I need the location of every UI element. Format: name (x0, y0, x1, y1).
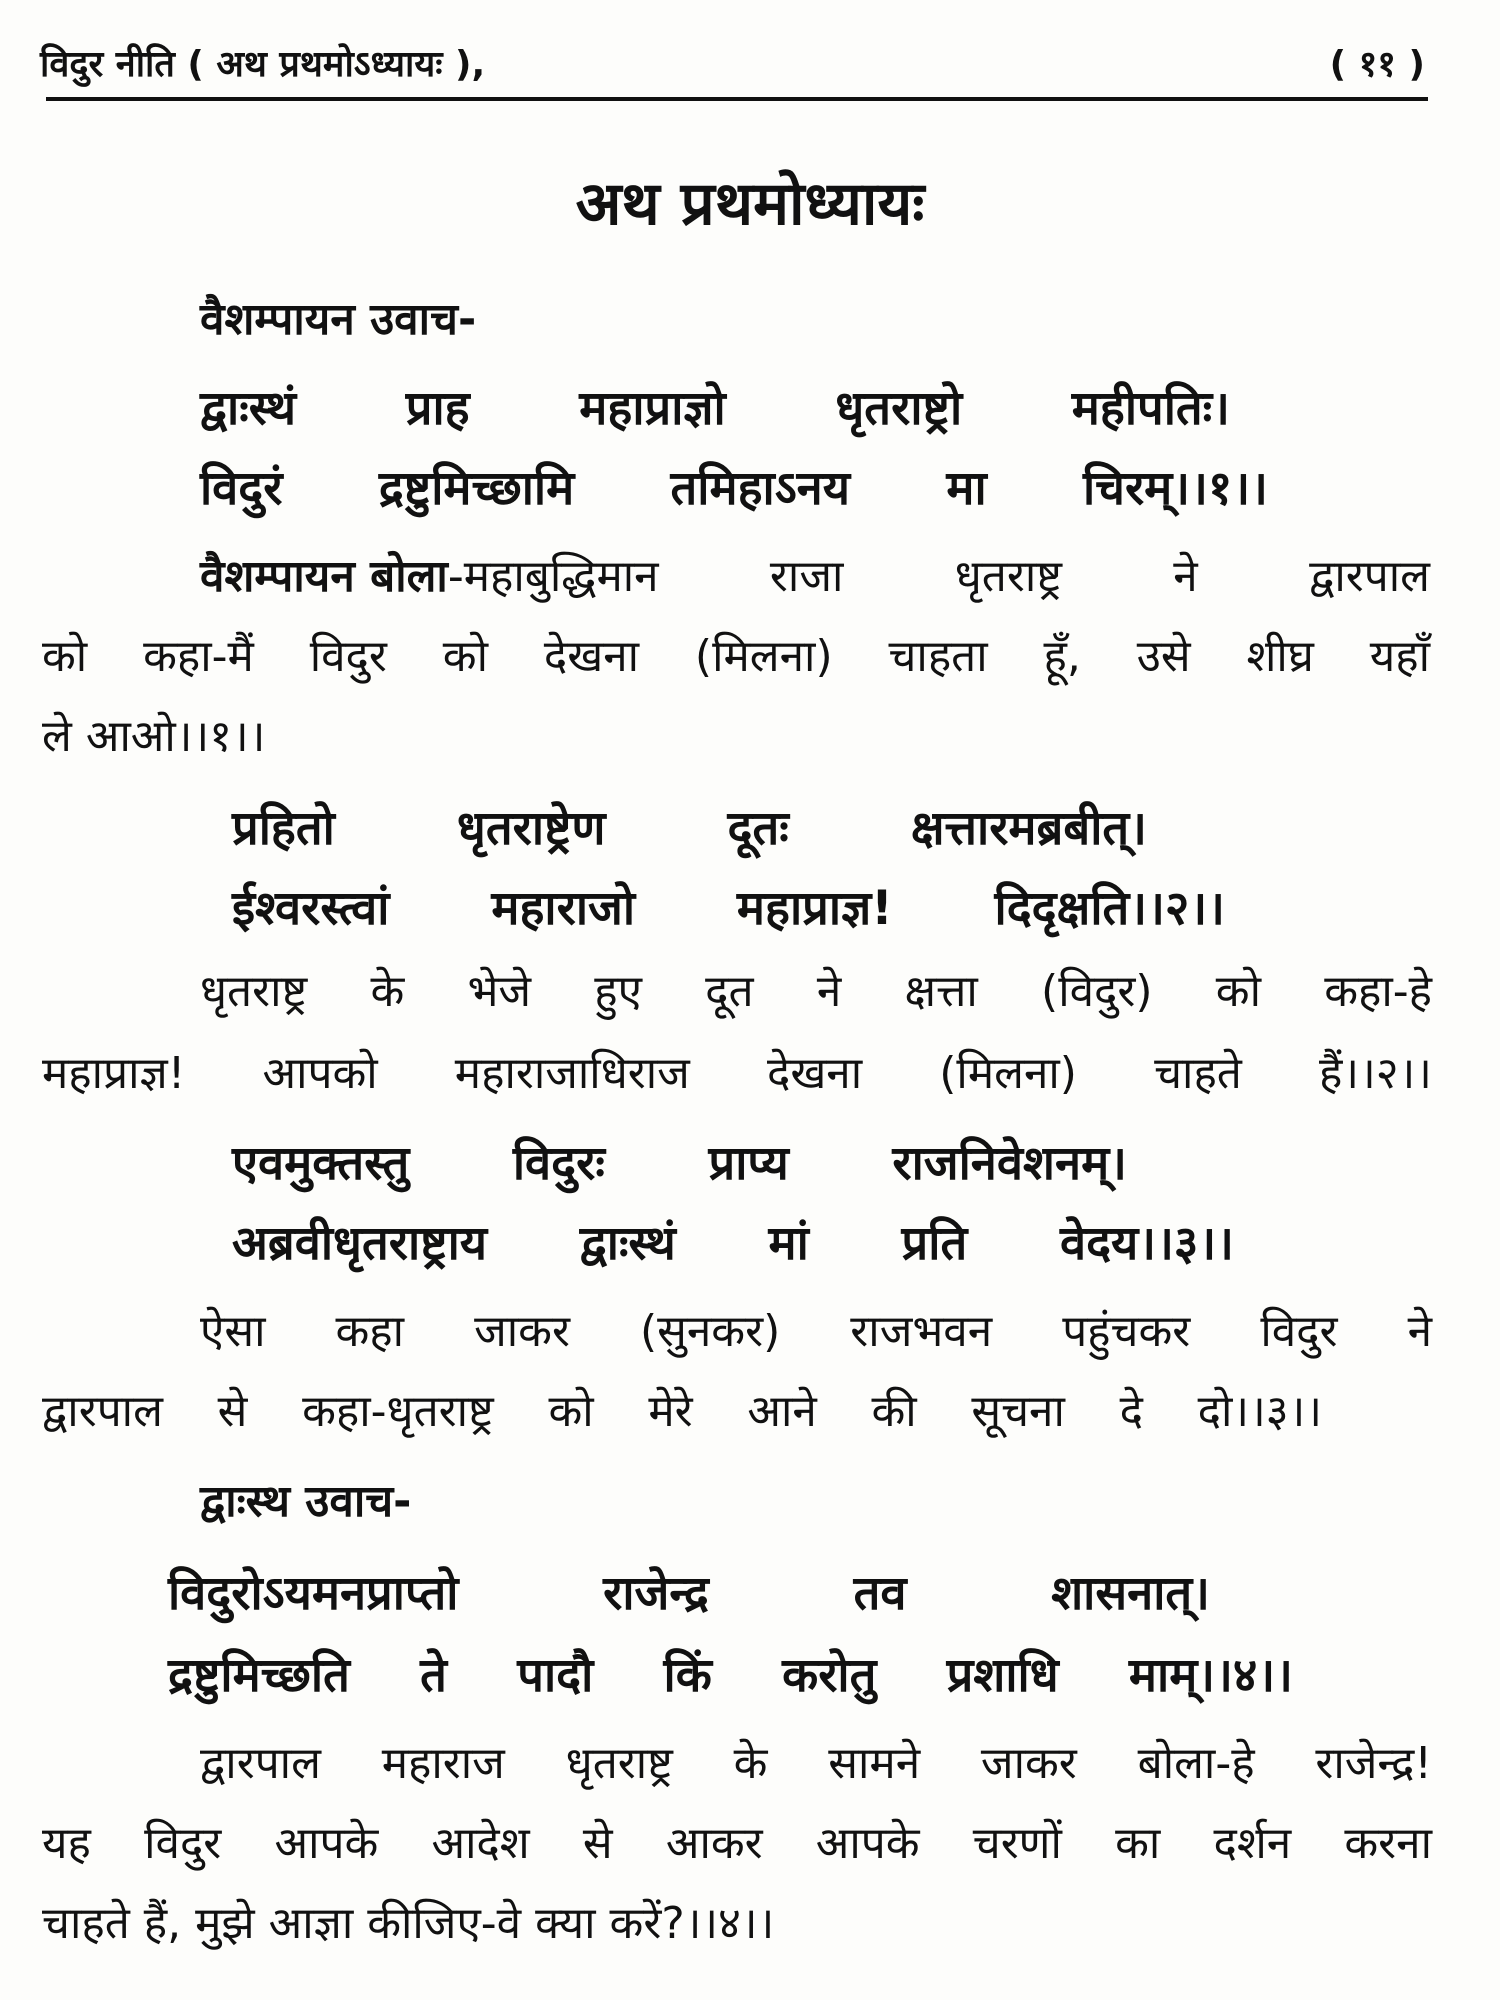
verse-line (168, 1566, 1210, 1621)
chapter-title: अथ प्रथमोध्यायः (575, 169, 925, 239)
prose-line: द्वारपाल महाराज धृतराष्ट्र के सामने जाकर बोला-हे राजेन्द्र! (200, 1738, 1432, 1789)
prose-line: को कहा-मैं विदुर को देखना (मिलना) चाहता हूँ, उसे शीघ्र यहाँ (42, 631, 1430, 682)
verse-word: विदुरोऽयमनप्राप्तो (168, 1566, 459, 1621)
verse-line: द्रष्टुमिच्छति ते पादौ किं करोतु प्रशाधि माम्।।४।। (168, 1648, 1293, 1703)
running-title: विदुर नीति ( अथ प्रथमोऽध्यायः ), (40, 44, 486, 85)
running-header (40, 38, 1425, 98)
prose-line: चाहते हैं, मुझे आज्ञा कीजिए-वे क्या करें?।।४।। (42, 1898, 775, 1949)
prose-lead-bold: वैशम्पायन बोला (200, 551, 448, 602)
verse-word: तव (853, 1566, 907, 1621)
verse-line: प्रहितो धृतराष्ट्रेण दूतः क्षत्तारमब्रबीत्। (232, 801, 1147, 856)
speaker-heading: वैशम्पायन उवाच- (200, 294, 477, 345)
prose-line: ले आओ।।१।। (42, 711, 266, 762)
verse-line: ईश्वरस्त्वां महाराजो महाप्राज्ञ! दिदृक्षति।।२।। (232, 881, 1225, 936)
verse-line: अब्रवीधृतराष्ट्राय द्वाःस्थं मां प्रति वेदय।।३।। (232, 1216, 1234, 1271)
prose-line: द्वारपाल से कहा-धृतराष्ट्र को मेरे आने की सूचना दे दो।।३।। (42, 1386, 1322, 1437)
speaker-heading: द्वाःस्थ उवाच- (200, 1476, 412, 1527)
prose-line (200, 551, 1430, 602)
prose-line: यह विदुर आपके आदेश से आकर आपके चरणों का दर्शन करना (42, 1818, 1432, 1869)
verse-line: द्वाःस्थं प्राह महाप्राज्ञो धृतराष्ट्रो महीपतिः। (200, 381, 1230, 436)
verse-line: एवमुक्तस्तु विदुरः प्राप्य राजनिवेशनम्। (232, 1136, 1127, 1191)
header-rule (46, 97, 1428, 101)
verse-line: विदुरं द्रष्टुमिच्छामि तमिहाऽनय मा चिरम्।।१।। (200, 461, 1268, 516)
page-number: ( ११ ) (1329, 44, 1425, 85)
prose-line: महाप्राज्ञ! आपको महाराजाधिराज देखना (मिलना) चाहते हैं।।२।। (42, 1048, 1432, 1099)
prose-line: धृतराष्ट्र के भेजे हुए दूत ने क्षत्ता (विदुर) को कहा-हे (200, 966, 1432, 1017)
prose-line: ऐसा कहा जाकर (सुनकर) राजभवन पहुंचकर विदुर ने (200, 1306, 1432, 1357)
verse-word: राजेन्द्र (603, 1566, 709, 1621)
verse-word: शासनात्। (1051, 1566, 1210, 1621)
prose-text: -महाबुद्धिमान राजा धृतराष्ट्र ने द्वारपाल (447, 551, 1430, 602)
